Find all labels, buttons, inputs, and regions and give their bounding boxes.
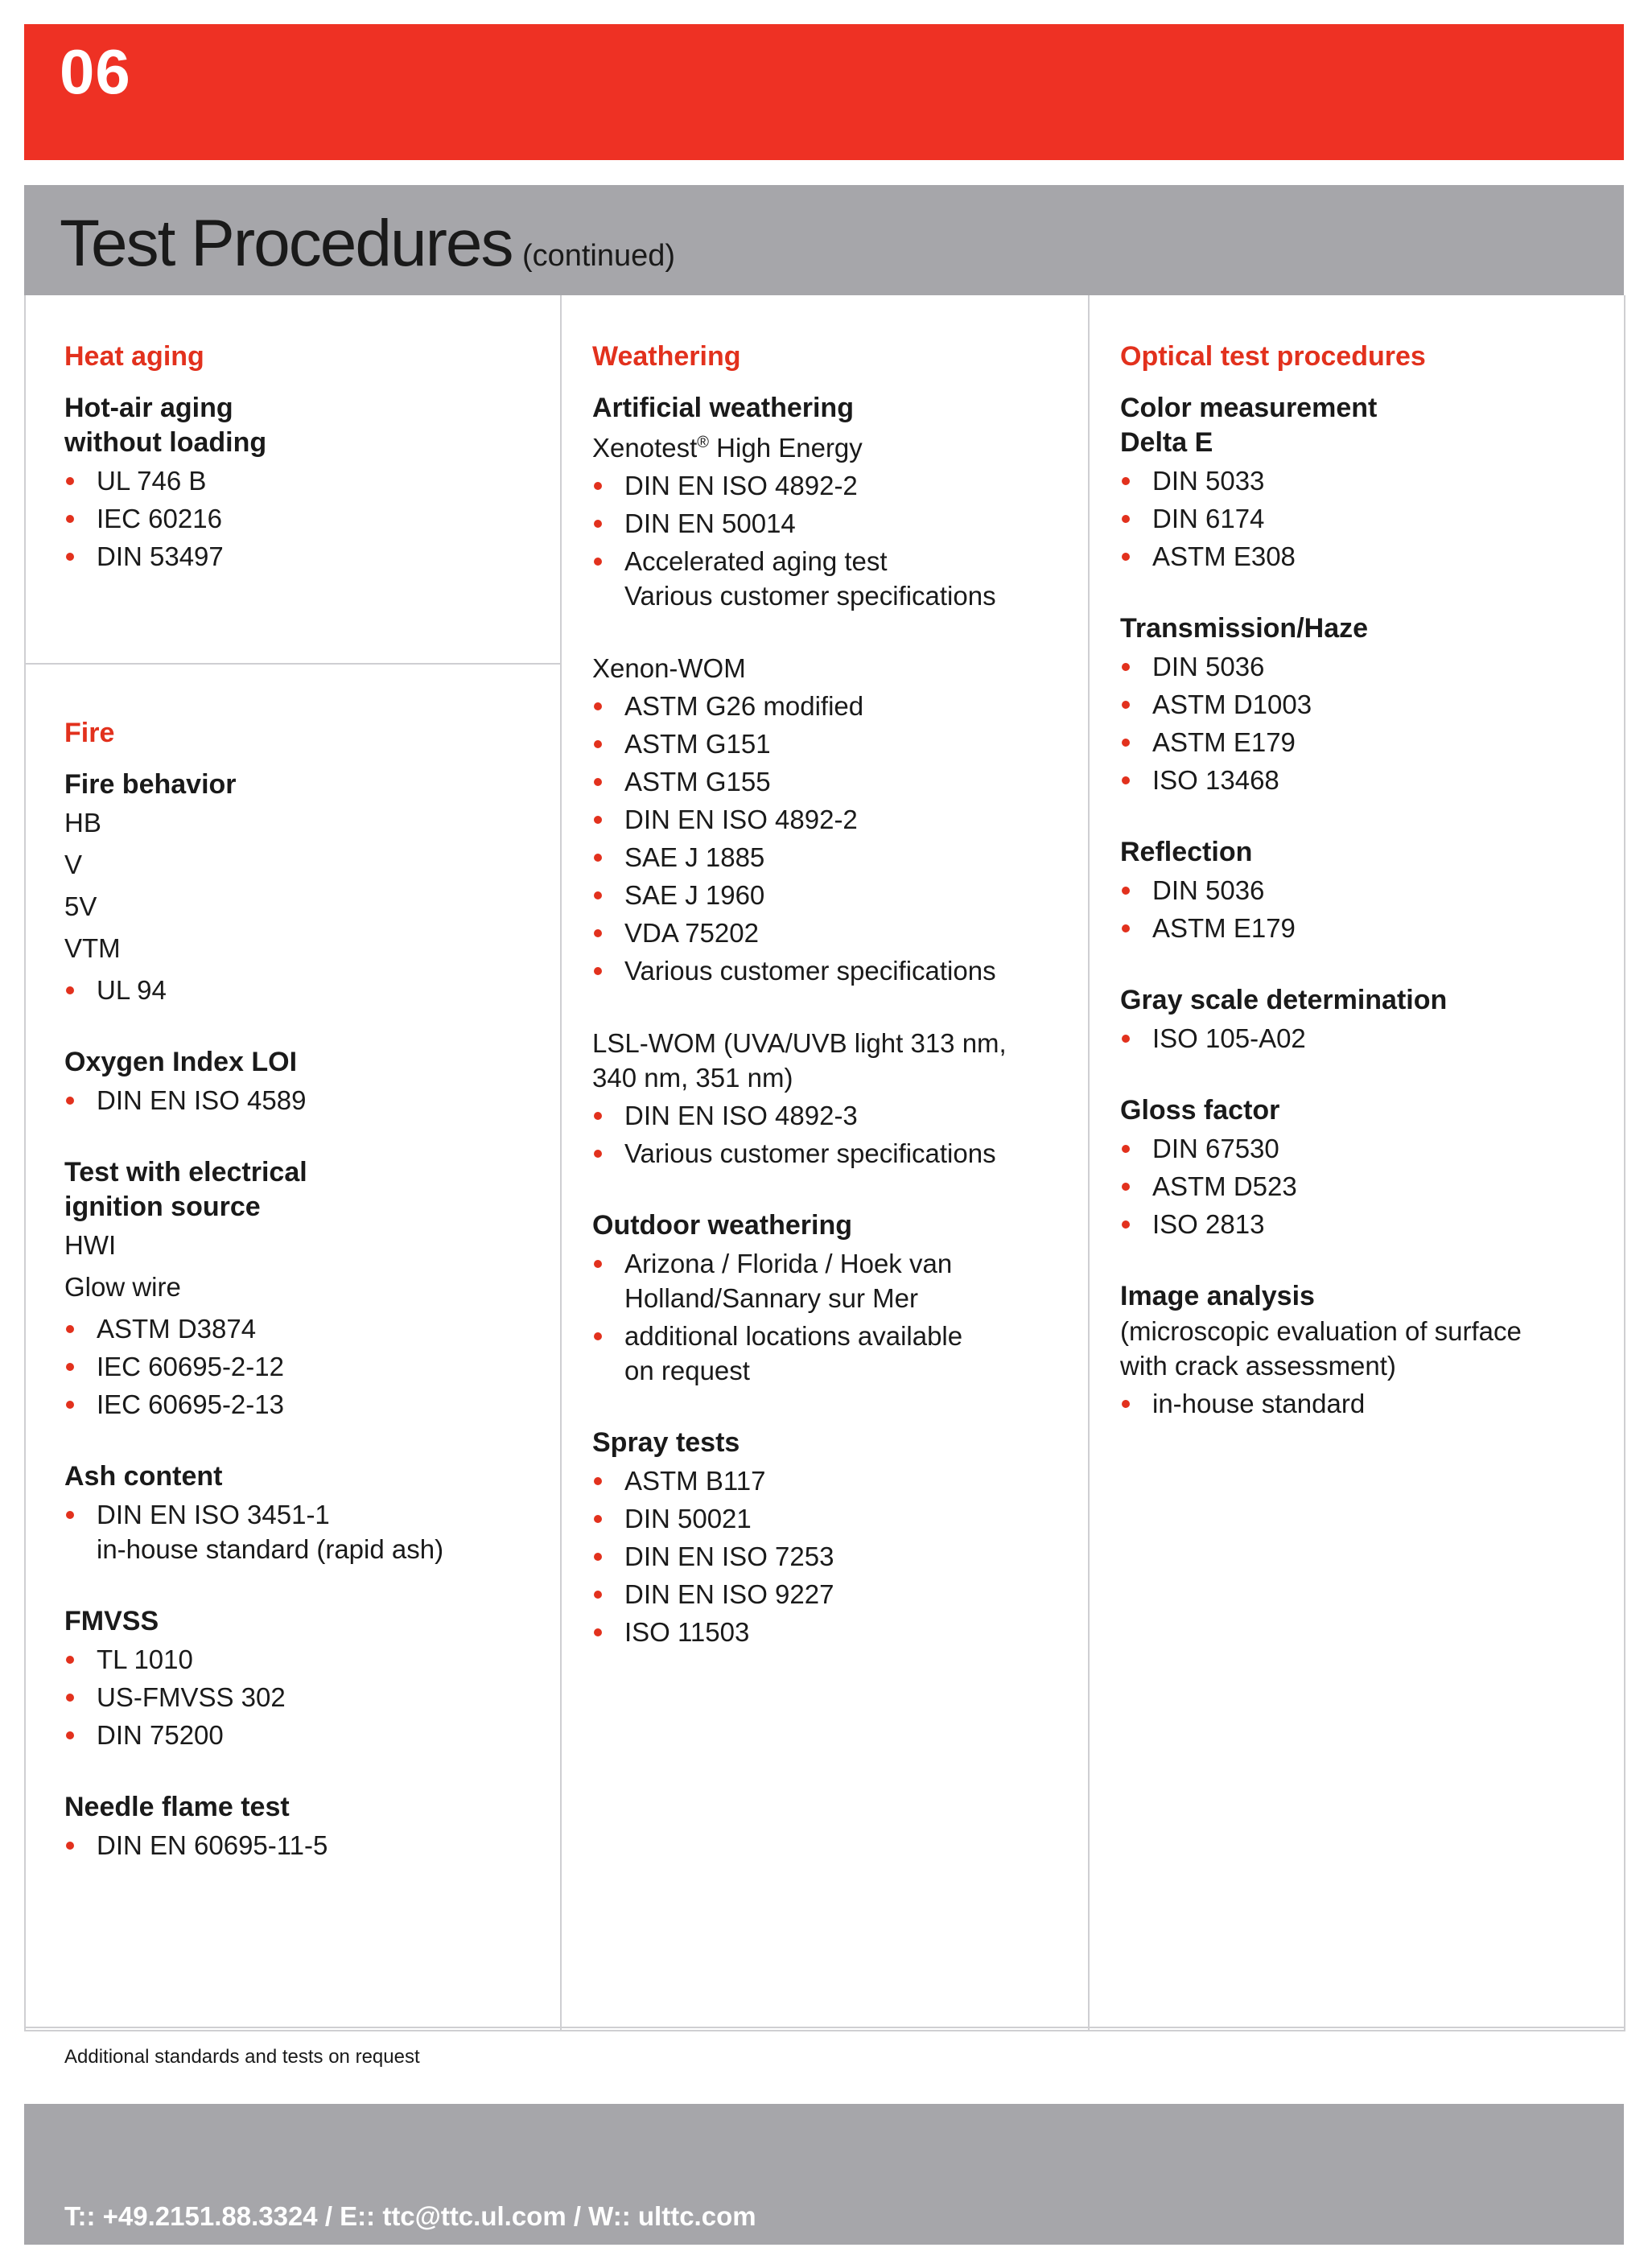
list-item: UL 746 B	[64, 463, 547, 498]
heat-aging-list	[64, 463, 547, 574]
list-item: DIN 5036	[1120, 873, 1603, 908]
list-item: DIN 5033	[1120, 463, 1603, 498]
list-item: IEC 60695-2-13	[64, 1387, 547, 1422]
list-item: DIN EN 50014	[592, 506, 1075, 541]
list-item: DIN 6174	[1120, 501, 1603, 536]
list-item: ASTM D3874	[64, 1311, 547, 1346]
electrical-hwi: HWI	[64, 1230, 117, 1260]
heat-aging-subtitle: Hot-air aging without loading	[64, 393, 267, 458]
fire-class-5v: 5V	[64, 891, 97, 921]
fmvss-title: FMVSS	[64, 1606, 159, 1636]
gray-scale-list	[1120, 1021, 1603, 1056]
needle-flame-list	[64, 1828, 547, 1863]
list-item: IEC 60695-2-12	[64, 1349, 547, 1384]
outdoor-weathering-list	[592, 1246, 1075, 1388]
list-item: ASTM D523	[1120, 1169, 1603, 1204]
title-banner	[24, 185, 1624, 295]
list-item: Various customer specifications	[592, 953, 1075, 988]
list-item: ASTM G26 modified	[592, 689, 1075, 723]
list-item: ASTM E308	[1120, 539, 1603, 574]
ash-content-title: Ash content	[64, 1461, 223, 1492]
list-item: TL 1010	[64, 1642, 547, 1677]
fire-class-hb: HB	[64, 808, 101, 838]
list-item: DIN EN 60695-11-5	[64, 1828, 547, 1863]
optical-section	[1120, 338, 1603, 1421]
list-item: DIN EN ISO 9227	[592, 1577, 1075, 1611]
page-title-main: Test Procedures	[60, 207, 513, 280]
gloss-factor-list	[1120, 1131, 1603, 1241]
spray-tests-list	[592, 1463, 1075, 1649]
oxygen-index-title: Oxygen Index LOI	[64, 1047, 298, 1077]
image-analysis-title: Image analysis	[1120, 1281, 1315, 1311]
list-item: ISO 13468	[1120, 763, 1603, 797]
list-item: in-house standard	[1120, 1386, 1603, 1421]
xenon-wom-title: Xenon-WOM	[592, 653, 746, 683]
outdoor-weathering-title: Outdoor weathering	[592, 1210, 852, 1241]
list-item: ASTM D1003	[1120, 687, 1603, 722]
list-item: UL 94	[64, 973, 547, 1007]
list-item: ISO 2813	[1120, 1207, 1603, 1241]
page-title	[60, 206, 675, 282]
ash-content-list	[64, 1497, 547, 1566]
list-item: Arizona / Florida / Hoek van Holland/Sannary sur Mer	[592, 1246, 1075, 1315]
weathering-section	[592, 338, 1075, 1649]
list-item: DIN 50021	[592, 1501, 1075, 1536]
optical-title: Optical test procedures	[1120, 341, 1426, 372]
page-number-banner	[24, 24, 1624, 160]
gloss-factor-title: Gloss factor	[1120, 1095, 1280, 1126]
heat-fire-divider	[26, 663, 560, 665]
transmission-title: Transmission/Haze	[1120, 613, 1369, 644]
color-measurement-list	[1120, 463, 1603, 574]
reflection-list	[1120, 873, 1603, 945]
weathering-title: Weathering	[592, 341, 741, 372]
gray-scale-title: Gray scale determination	[1120, 985, 1448, 1015]
list-item: Various customer specifications	[592, 1136, 1075, 1171]
image-analysis-description: (microscopic evaluation of surface with crack assessment)	[1120, 1316, 1522, 1381]
list-item: DIN EN ISO 4892-3	[592, 1098, 1075, 1133]
contact-info: T:: +49.2151.88.3324 / E:: ttc@ttc.ul.com / W:: ulttc.com	[64, 2201, 756, 2231]
page-number: 06	[60, 36, 131, 107]
list-item: SAE J 1885	[592, 840, 1075, 875]
footnote: Additional standards and tests on request	[64, 2046, 420, 2068]
xenotest-label: Xenotest® High Energy	[592, 433, 863, 463]
reflection-title: Reflection	[1120, 837, 1253, 867]
xenon-wom-list	[592, 689, 1075, 988]
spray-tests-title: Spray tests	[592, 1427, 740, 1458]
list-item: DIN 53497	[64, 539, 547, 574]
column-divider-2	[1088, 295, 1090, 2030]
artificial-weathering-title: Artificial weathering	[592, 393, 854, 423]
list-item: US-FMVSS 302	[64, 1680, 547, 1714]
list-item: DIN EN ISO 3451-1 in-house standard (rapid ash)	[64, 1497, 547, 1566]
list-item: DIN EN ISO 4589	[64, 1083, 547, 1118]
list-item: SAE J 1960	[592, 878, 1075, 912]
lsl-wom-title: LSL-WOM (UVA/UVB light 313 nm, 340 nm, 351 nm)	[592, 1028, 1007, 1093]
electrical-glow-wire: Glow wire	[64, 1272, 181, 1302]
column-divider-1	[560, 295, 562, 2030]
transmission-list	[1120, 649, 1603, 797]
list-item: ASTM B117	[592, 1463, 1075, 1498]
list-item: ASTM E179	[1120, 911, 1603, 945]
list-item: DIN EN ISO 4892-2	[592, 802, 1075, 837]
fire-behavior-list	[64, 973, 547, 1007]
lsl-wom-list	[592, 1098, 1075, 1171]
list-item: DIN EN ISO 4892-2	[592, 468, 1075, 503]
contact-banner	[24, 2104, 1624, 2245]
fire-section	[64, 714, 547, 1863]
list-item: DIN 67530	[1120, 1131, 1603, 1166]
footnote-divider	[26, 2027, 1624, 2028]
color-measurement-title: Color measurement Delta E	[1120, 393, 1378, 458]
page-title-sub: (continued)	[521, 239, 676, 273]
list-item: DIN EN ISO 7253	[592, 1539, 1075, 1574]
list-item: ISO 11503	[592, 1615, 1075, 1649]
fire-behavior-title: Fire behavior	[64, 769, 237, 800]
fire-class-vtm: VTM	[64, 933, 121, 963]
heat-aging-title: Heat aging	[64, 341, 204, 372]
artificial-weathering-list	[592, 468, 1075, 613]
needle-flame-title: Needle flame test	[64, 1792, 290, 1822]
list-item: ASTM E179	[1120, 725, 1603, 759]
list-item: ISO 105-A02	[1120, 1021, 1603, 1056]
list-item: DIN 75200	[64, 1718, 547, 1752]
fire-class-v: V	[64, 850, 83, 879]
image-analysis-list	[1120, 1386, 1603, 1421]
fmvss-list	[64, 1642, 547, 1752]
electrical-ignition-list	[64, 1311, 547, 1422]
list-item: DIN 5036	[1120, 649, 1603, 684]
list-item: additional locations available on request	[592, 1319, 1075, 1388]
list-item: ASTM G155	[592, 764, 1075, 799]
electrical-ignition-title: Test with electrical ignition source	[64, 1157, 307, 1222]
oxygen-index-list	[64, 1083, 547, 1118]
list-item: IEC 60216	[64, 501, 547, 536]
list-item: VDA 75202	[592, 916, 1075, 950]
list-item: ASTM G151	[592, 727, 1075, 761]
list-item: Accelerated aging test Various customer specifications	[592, 544, 1075, 613]
heat-aging-section	[64, 338, 547, 574]
fire-title: Fire	[64, 718, 115, 748]
